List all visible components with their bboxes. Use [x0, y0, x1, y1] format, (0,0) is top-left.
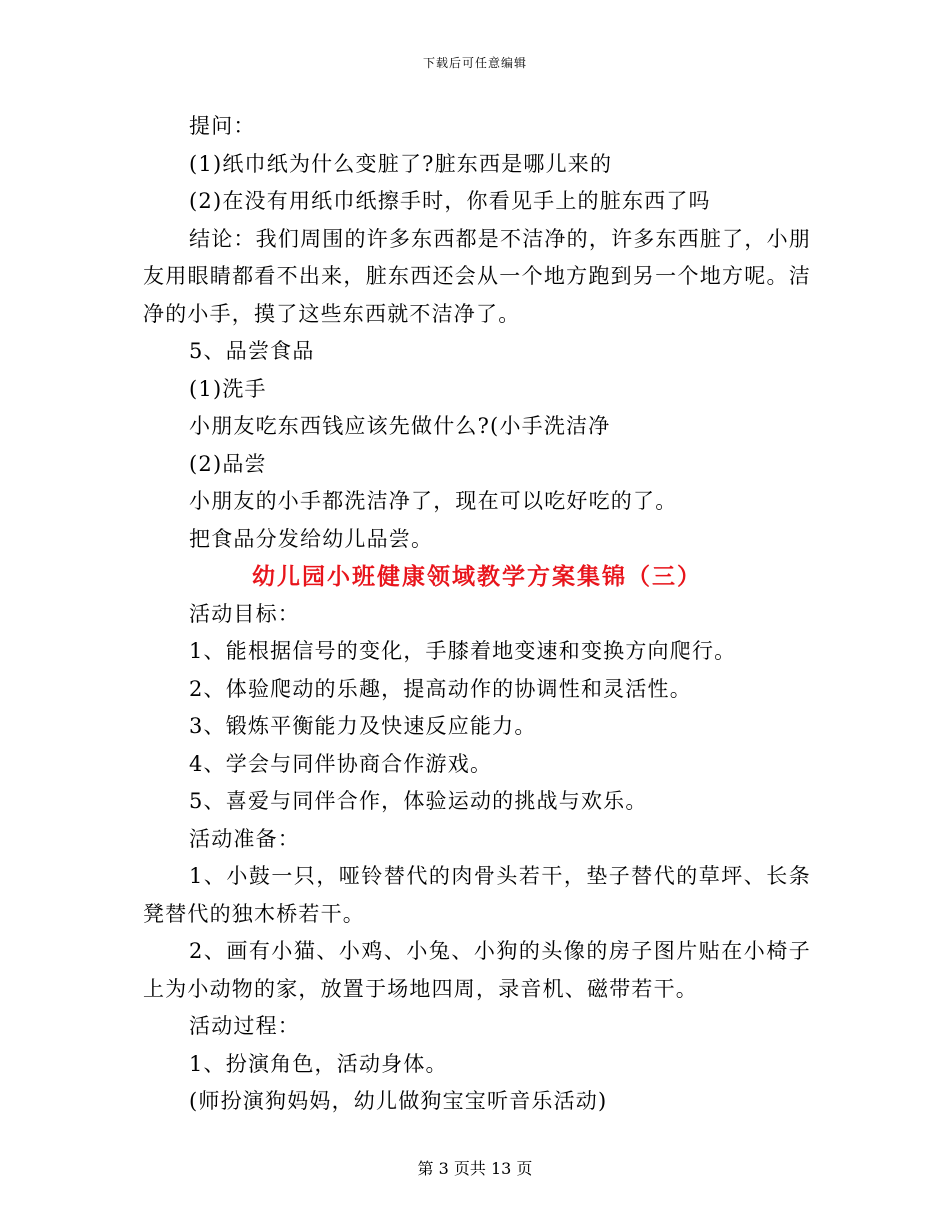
- page-header: 下载后可任意编辑: [422, 56, 527, 70]
- document-body: [143, 108, 811, 1121]
- paragraph-question-2: (2)在没有用纸巾纸擦手时，你看见手上的脏东西了吗: [189, 189, 711, 213]
- paragraph-goal-5: 5、喜爱与同伴合作，体验运动的挑战与欢乐。: [189, 789, 648, 813]
- paragraph-wash-hands: (1)洗手: [189, 376, 267, 401]
- paragraph-prep-1: 1、小鼓一只，哑铃替代的肉骨头若干，垫子替代的草坪、长条凳替代的独木桥若干。: [143, 864, 811, 926]
- paragraph-taste: (2)品尝: [189, 451, 267, 476]
- paragraph-goal-3: 3、锻炼平衡能力及快速反应能力。: [189, 714, 537, 738]
- paragraph-goal-2: 2、体验爬动的乐趣，提高动作的协调性和灵活性。: [189, 676, 692, 701]
- paragraph-taste-desc: 小朋友的小手都洗洁净了，现在可以吃好吃的了。: [189, 489, 678, 513]
- section-title: 幼儿园小班健康领域教学方案集锦（三）: [252, 563, 702, 590]
- paragraph-question-heading: 提问：: [189, 114, 256, 138]
- paragraph-step-5: 5、品尝食品: [189, 339, 315, 363]
- paragraph-goals-heading: 活动目标：: [189, 601, 300, 626]
- page-footer: 第 3 页共 13 页: [417, 1159, 533, 1178]
- paragraph-process-1: 1、扮演角色，活动身体。: [189, 1051, 448, 1076]
- paragraph-question-1: (1)纸巾纸为什么变脏了?脏东西是哪儿来的: [189, 151, 613, 176]
- paragraph-process-heading: 活动过程：: [189, 1014, 300, 1038]
- paragraph-prep-heading: 活动准备：: [189, 826, 300, 851]
- paragraph-process-note: (师扮演狗妈妈，幼儿做狗宝宝听音乐活动): [189, 1089, 608, 1113]
- paragraph-prep-2: 2、画有小猫、小鸡、小兔、小狗的头像的房子图片贴在小椅子上为小动物的家，放置于场地四周，录音机、磁带若干。: [143, 939, 811, 1001]
- paragraph-goal-1: 1、能根据信号的变化，手膝着地变速和变换方向爬行。: [189, 639, 737, 663]
- paragraph-conclusion: 结论：我们周围的许多东西都是不洁净的，许多东西脏了，小朋友用眼睛都看不出来，脏东西还会从一个地方跑到另一个地方呢。洁净的小手，摸了这些东西就不洁净了。: [143, 226, 811, 326]
- paragraph-wash-question: 小朋友吃东西钱应该先做什么?(小手洗洁净: [189, 414, 611, 438]
- paragraph-distribute: 把食品分发给幼儿品尝。: [189, 526, 434, 551]
- paragraph-goal-4: 4、学会与同伴协商合作游戏。: [189, 751, 493, 776]
